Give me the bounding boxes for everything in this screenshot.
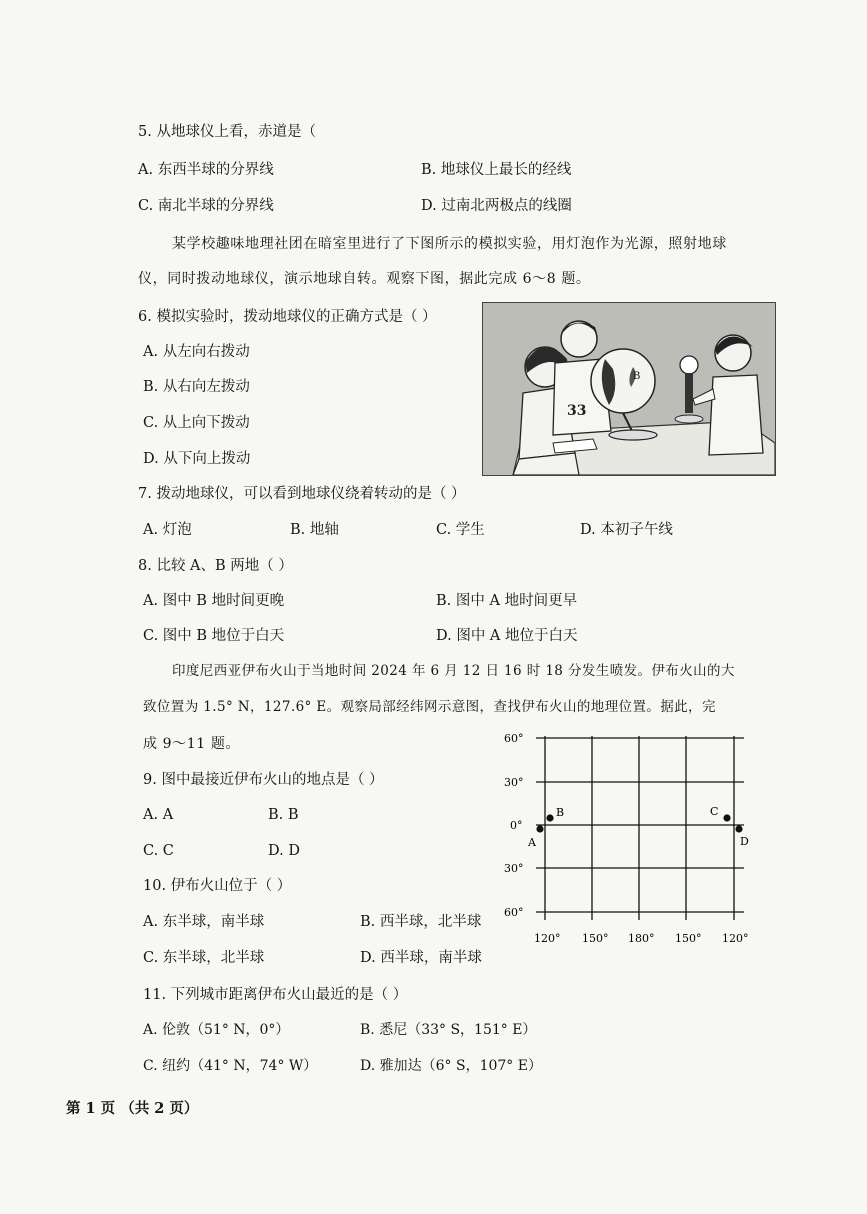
q9-option-a: A. A	[143, 807, 174, 823]
globe-experiment-illustration	[482, 302, 776, 476]
q10-option-a: A. 东半球，南半球	[143, 914, 265, 930]
intro1-line1: 某学校趣味地理社团在暗室里进行了下图所示的模拟实验，用灯泡作为光源，照射地球	[172, 236, 727, 252]
point-a-label: A	[528, 836, 536, 849]
lat-lon-grid-map	[500, 728, 770, 950]
globe-point-b-label: B	[633, 371, 641, 382]
q8-option-c: C. 图中 B 地位于白天	[143, 628, 285, 644]
lon-label-180: 180°	[628, 932, 655, 945]
lat-label-0: 0°	[510, 819, 523, 832]
lon-label-150e: 150°	[582, 932, 609, 945]
q9-option-d: D. D	[268, 843, 300, 859]
q8-option-b: B. 图中 A 地时间更早	[436, 593, 578, 609]
q8-option-a: A. 图中 B 地时间更晚	[143, 593, 285, 609]
q7-stem: 7. 拨动地球仪，可以看到地球仪绕着转动的是（ ）	[138, 486, 466, 502]
q5-option-b: B. 地球仪上最长的经线	[421, 162, 572, 178]
shirt-number: 33	[567, 403, 587, 419]
point-c-label: C	[710, 805, 719, 818]
point-b-marker	[546, 814, 553, 821]
q9-stem: 9. 图中最接近伊布火山的地点是（ ）	[143, 772, 384, 788]
page-footer: 第 1 页 （共 2 页）	[66, 1100, 199, 1117]
q10-option-c: C. 东半球，北半球	[143, 950, 265, 966]
q5-stem: 5. 从地球仪上看，赤道是（	[138, 124, 316, 140]
intro2-line3: 成 9～11 题。	[143, 736, 241, 752]
lon-label-150w: 150°	[675, 932, 702, 945]
q5-option-a: A. 东西半球的分界线	[138, 162, 274, 178]
intro2-line1: 印度尼西亚伊布火山于当地时间 2024 年 6 月 12 日 16 时 18 分发生喷发。伊布火山的大	[172, 663, 735, 679]
q7-option-b: B. 地轴	[290, 522, 339, 538]
point-d-label: D	[740, 835, 749, 848]
intro2-line2: 致位置为 1.5° N，127.6° E。观察局部经纬网示意图，查找伊布火山的地理位置。据此，完	[143, 699, 716, 715]
q10-stem: 10. 伊布火山位于（ ）	[143, 878, 292, 894]
lat-label-60n: 60°	[504, 732, 524, 745]
q7-option-a: A. 灯泡	[143, 522, 192, 538]
q8-stem: 8. 比较 A、B 两地（ ）	[138, 558, 293, 574]
grid-svg	[500, 728, 770, 950]
q6-stem: 6. 模拟实验时，拨动地球仪的正确方式是（ ）	[138, 309, 437, 325]
q5-option-d: D. 过南北两极点的线圈	[421, 198, 572, 214]
lon-label-120w: 120°	[722, 932, 749, 945]
q6-option-b: B. 从右向左拨动	[143, 379, 250, 395]
intro1-line2: 仪，同时拨动地球仪，演示地球自转。观察下图，据此完成 6～8 题。	[138, 271, 591, 287]
q9-option-c: C. C	[143, 843, 174, 859]
lon-label-120e: 120°	[534, 932, 561, 945]
q7-option-c: C. 学生	[436, 522, 485, 538]
q8-option-d: D. 图中 A 地位于白天	[436, 628, 578, 644]
point-d-marker	[735, 825, 742, 832]
q5-option-c: C. 南北半球的分界线	[138, 198, 274, 214]
q10-option-d: D. 西半球，南半球	[360, 950, 482, 966]
point-b-label: B	[556, 806, 565, 819]
q6-option-a: A. 从左向右拨动	[143, 344, 250, 360]
q11-option-c: C. 纽约（41° N，74° W）	[143, 1058, 318, 1074]
lat-label-60s: 60°	[504, 906, 524, 919]
q9-option-b: B. B	[268, 807, 299, 823]
q11-stem: 11. 下列城市距离伊布火山最近的是（ ）	[143, 987, 408, 1003]
point-c-marker	[723, 814, 730, 821]
point-a-marker	[536, 825, 543, 832]
q6-option-c: C. 从上向下拨动	[143, 415, 250, 431]
q11-option-a: A. 伦敦（51° N，0°）	[143, 1022, 290, 1038]
illustration-drawing	[483, 303, 775, 475]
q7-option-d: D. 本初子午线	[580, 522, 673, 538]
lat-label-30s: 30°	[504, 862, 524, 875]
q6-option-d: D. 从下向上拨动	[143, 451, 251, 467]
lat-label-30n: 30°	[504, 776, 524, 789]
q10-option-b: B. 西半球，北半球	[360, 914, 482, 930]
q11-option-b: B. 悉尼（33° S，151° E）	[360, 1022, 537, 1038]
q11-option-d: D. 雅加达（6° S，107° E）	[360, 1058, 542, 1074]
